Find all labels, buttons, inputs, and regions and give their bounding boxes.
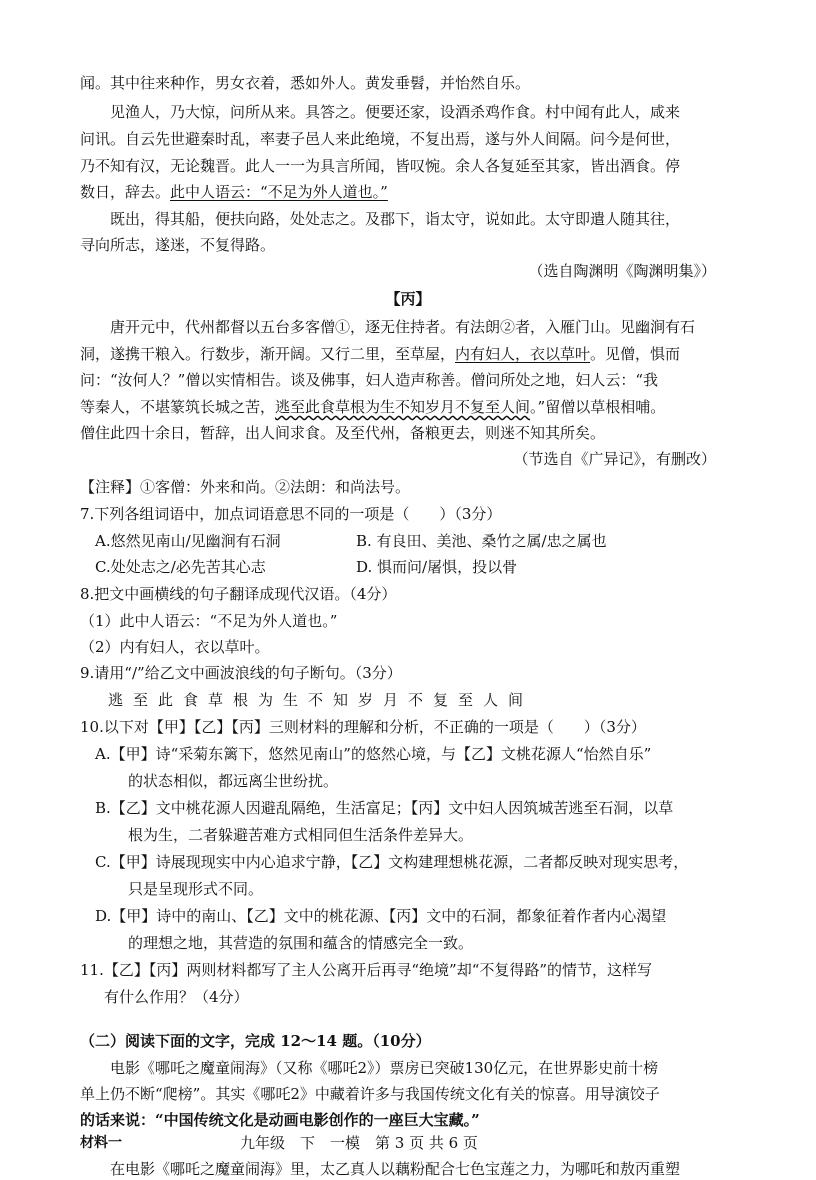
section-title-bing: 【丙】 bbox=[385, 290, 431, 308]
question-7-stem: 7.下列各组词语中，加点词语意思不同的一项是（ ）（3分） bbox=[80, 505, 502, 523]
question-10-stem: 10.以下对【甲】【乙】【丙】三则材料的理解和分析，不正确的一项是（ ）（3分） bbox=[80, 718, 646, 736]
part-2-heading: （二）阅读下面的文字，完成 12～14 题。（10分） bbox=[80, 1032, 431, 1050]
underlined-sentence: 此中人语云：“不足为外人道也。” bbox=[170, 183, 388, 201]
text-line: 问：“汝何人？”僧以实情相告。谈及佛事，妇人造声称善。僧问所处之地，妇人云：“我 bbox=[80, 371, 659, 389]
q7-option-a: A.悠然见南山/见幽涧有石洞 bbox=[95, 532, 281, 550]
q10-option-d-cont: 的理想之地，其营造的氛围和蕴含的情感完全一致。 bbox=[128, 934, 474, 952]
source-citation: （选自陶渊明《陶渊明集》） bbox=[528, 262, 716, 280]
text-line: 乃不知有汉，无论魏晋。此人一一为具言所闻，皆叹惋。余人各复延至其家，皆出酒食。停 bbox=[80, 157, 681, 175]
question-11-stem: 11.【乙】【丙】两则材料都写了主人公离开后再寻“绝境”却“不复得路”的情节，这样写 bbox=[80, 961, 653, 979]
text-segment: 等秦人，不堪篆筑长城之苦， bbox=[80, 398, 276, 416]
q10-option-b: B.【乙】文中桃花源人因避乱隔绝，生活富足；【丙】文中妇人因筑城苦逃至石洞，以草 bbox=[95, 799, 674, 817]
wavy-underlined-sentence: 逃至此食草根为生不知岁月不复至人间 bbox=[275, 398, 531, 416]
text-line: 见渔人，乃大惊，问所从来。具答之。便要还家，设酒杀鸡作食。村中闻有此人，咸来 bbox=[110, 103, 681, 121]
text-line: 在电影《哪吒之魔童闹海》里，太乙真人以藕粉配合七色宝莲之力，为哪吒和敖丙重塑 bbox=[110, 1160, 681, 1178]
text-line: 僧住此四十余日，暂辞，出人间求食。及至代州，备粮更去，则迷不知其所矣。 bbox=[80, 424, 606, 442]
question-8-stem: 8.把文中画横线的句子翻译成现代汉语。（4分） bbox=[80, 585, 397, 603]
text-line: 单上仍不断“爬榜”。其实《哪吒2》中藏着许多与我国传统文化有关的惊喜。用导演饺子 bbox=[80, 1085, 660, 1103]
text-segment: 。”留僧以草根相哺。 bbox=[530, 398, 666, 416]
text-line: 唐开元中，代州都督以五台多客僧①，逐无住持者。有法朗②者，入雁门山。见幽涧有石 bbox=[110, 318, 696, 336]
text-line: 电影《哪吒之魔童闹海》（又称《哪吒2》）票房已突破130亿元，在世界影史前十榜 bbox=[110, 1059, 659, 1077]
q8-sentence-1: （1）此中人语云：“不足为外人道也。” bbox=[80, 612, 338, 630]
q10-option-a: A.【甲】诗“采菊东篱下，悠然见南山”的悠然心境，与【乙】文桃花源人“怡然自乐” bbox=[95, 745, 652, 763]
text-line: 闻。其中往来种作，男女衣着，悉如外人。黄发垂髫，并怡然自乐。 bbox=[80, 74, 531, 92]
q10-option-d: D.【甲】诗中的南山、【乙】文中的桃花源、【丙】文中的石洞，都象征着作者内心渴望 bbox=[95, 907, 667, 925]
text-line: 既出，得其船，便扶向路，处处志之。及郡下，诣太守，说如此。太守即遣人随其往， bbox=[110, 210, 681, 228]
q7-option-d: D. 惧而问/屠惧，投以骨 bbox=[356, 558, 518, 576]
annotation-note: 【注释】①客僧：外来和尚。②法朗：和尚法号。 bbox=[80, 478, 411, 496]
text-line: 寻向所志，遂迷，不复得路。 bbox=[80, 236, 276, 254]
q10-option-a-cont: 的状态相似，都远离尘世纷扰。 bbox=[128, 772, 339, 790]
q8-sentence-2: （2）内有妇人，衣以草叶。 bbox=[80, 638, 270, 656]
underlined-sentence: 内有妇人，衣以草叶 bbox=[455, 345, 591, 363]
question-11-stem-cont: 有什么作用？（4分） bbox=[104, 988, 249, 1006]
q7-option-b: B. 有良田、美池、桑竹之属/忠之属也 bbox=[356, 532, 607, 550]
text-line bbox=[80, 343, 680, 365]
text-line bbox=[80, 396, 665, 418]
text-segment: 数日，辞去。 bbox=[80, 183, 171, 201]
material-1-heading: 材料一 bbox=[80, 1135, 122, 1151]
q10-option-c-cont: 只是呈现形式不同。 bbox=[128, 880, 264, 898]
q9-sentence: 逃至此食草根为生不知岁月不复至人间 bbox=[108, 691, 534, 709]
source-citation: （节选自《广异记》，有删改） bbox=[513, 450, 716, 468]
q10-option-b-cont: 根为生，二者躲避苦难方式相同但生活条件差异大。 bbox=[128, 826, 474, 844]
page-footer: 九年级 下 一模 第 3 页 共 6 页 bbox=[240, 1134, 478, 1152]
q7-option-c: C.处处志之/必先苦其心志 bbox=[95, 558, 266, 576]
text-line: 问讯。自云先世避秦时乱，率妻子邑人来此绝境，不复出焉，遂与外人间隔。问今是何世， bbox=[80, 130, 681, 148]
q10-option-c: C.【甲】诗展现现实中内心追求宁静，【乙】文构建理想桃花源，二者都反映对现实思考， bbox=[95, 853, 689, 871]
question-9-stem: 9.请用“/”给乙文中画波浪线的句子断句。（3分） bbox=[80, 664, 402, 682]
text-segment: 洞，遂携干粮入。行数步，渐开阔。又行二里，至草屋， bbox=[80, 345, 456, 363]
text-segment: 。见僧，惧而 bbox=[590, 345, 681, 363]
text-line bbox=[80, 181, 388, 203]
text-line: 的话来说：“中国传统文化是动画电影创作的一座巨大宝藏。” bbox=[80, 1111, 480, 1129]
